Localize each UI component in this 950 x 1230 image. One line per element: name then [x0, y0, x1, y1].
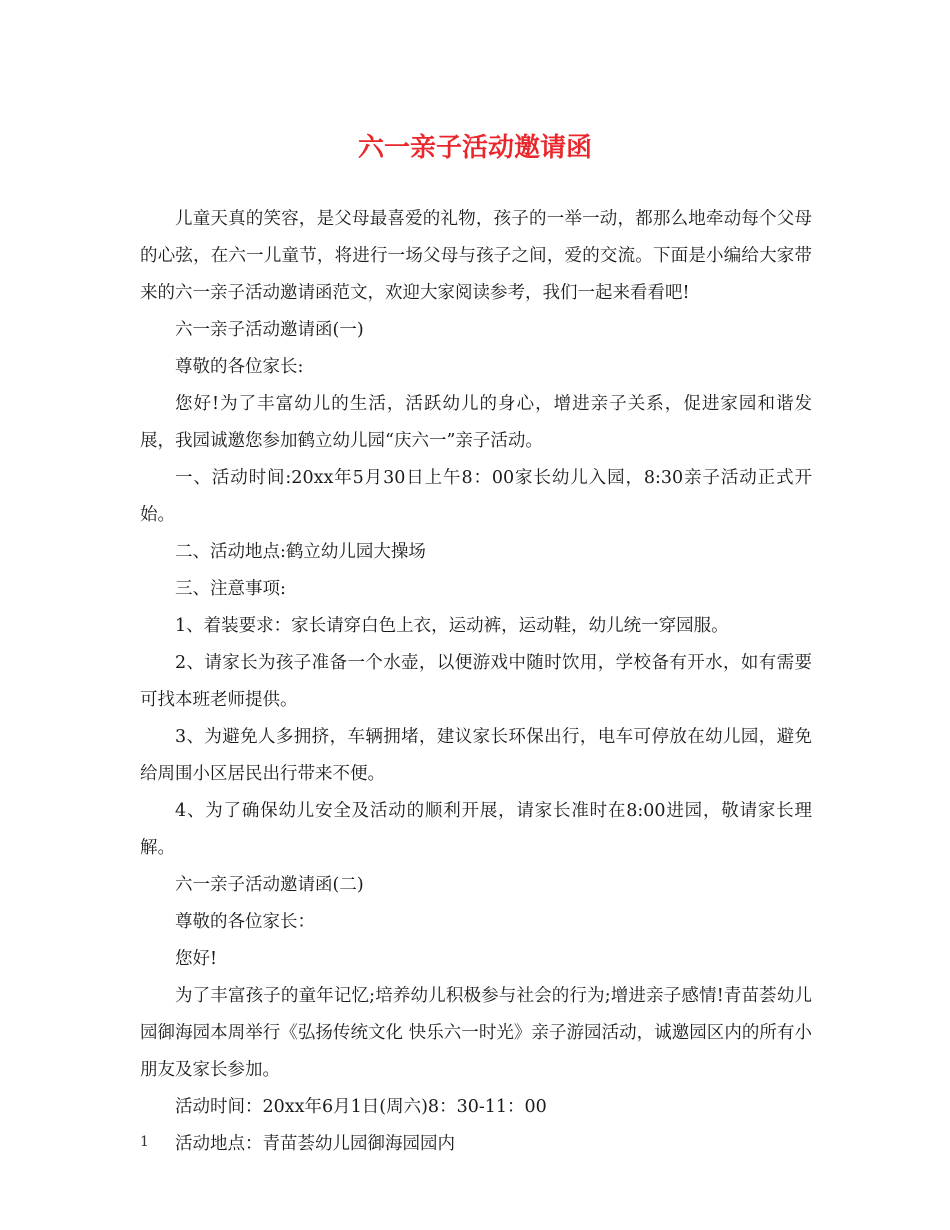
document-title: 六一亲子活动邀请函 — [357, 133, 592, 163]
note-item-2: 2、请家长为孩子准备一个水壶，以便游戏中随时饮用，学校备有开水，如有需要可找本班老师提供。 — [140, 653, 812, 710]
activity-time-2: 活动时间：20xx年6月1日(周六)8：30-11：00 — [175, 1097, 547, 1117]
section-heading-1: 六一亲子活动邀请函(一) — [175, 320, 364, 340]
body-paragraph: 为了丰富孩子的童年记忆;培养幼儿积极参与社会的行为;增进亲子感情!青苗荟幼儿园御海园本周举行《弘扬传统文化 快乐六一时光》亲子游园活动，诚邀园区内的所有小朋友及家长参加。 — [140, 986, 812, 1080]
activity-location-1: 二、活动地点:鹤立幼儿园大操场 — [175, 542, 426, 562]
note-item-1: 1、着装要求：家长请穿白色上衣，运动裤，运动鞋，幼儿统一穿园服。 — [175, 616, 729, 636]
activity-location-2: 活动地点：青苗荟幼儿园御海园园内 — [175, 1134, 455, 1154]
intro-paragraph: 儿童天真的笑容，是父母最喜爱的礼物，孩子的一举一动，都那么地牵动每个父母的心弦，在六一儿童节，将进行一场父母与孩子之间，爱的交流。下面是小编给大家带来的六一亲子活动邀请函范文，欢迎大家阅读参考，我们一起来看看吧! — [140, 209, 812, 303]
greeting: 您好! — [175, 949, 218, 969]
note-item-3: 3、为避免人多拥挤，车辆拥堵，建议家长环保出行，电车可停放在幼儿园，避免给周围小区居民出行带来不便。 — [140, 727, 812, 784]
note-item-4: 4、为了确保幼儿安全及活动的顺利开展，请家长准时在8:00进园，敬请家长理解。 — [140, 801, 812, 858]
section-heading-2: 六一亲子活动邀请函(二) — [175, 875, 364, 895]
salutation-2: 尊敬的各位家长： — [175, 912, 315, 932]
page-number: 1 — [140, 1134, 149, 1150]
body-paragraph: 您好!为了丰富幼儿的生活，活跃幼儿的身心，增进亲子关系，促进家园和谐发展，我园诚邀您参加鹤立幼儿园“庆六一”亲子活动。 — [140, 394, 812, 451]
salutation-1: 尊敬的各位家长: — [175, 357, 304, 377]
activity-time-1: 一、活动时间:20xx年5月30日上午8：00家长幼儿入园，8:30亲子活动正式开始。 — [140, 468, 812, 525]
document-body — [140, 201, 812, 1163]
notes-heading: 三、注意事项: — [175, 579, 286, 599]
